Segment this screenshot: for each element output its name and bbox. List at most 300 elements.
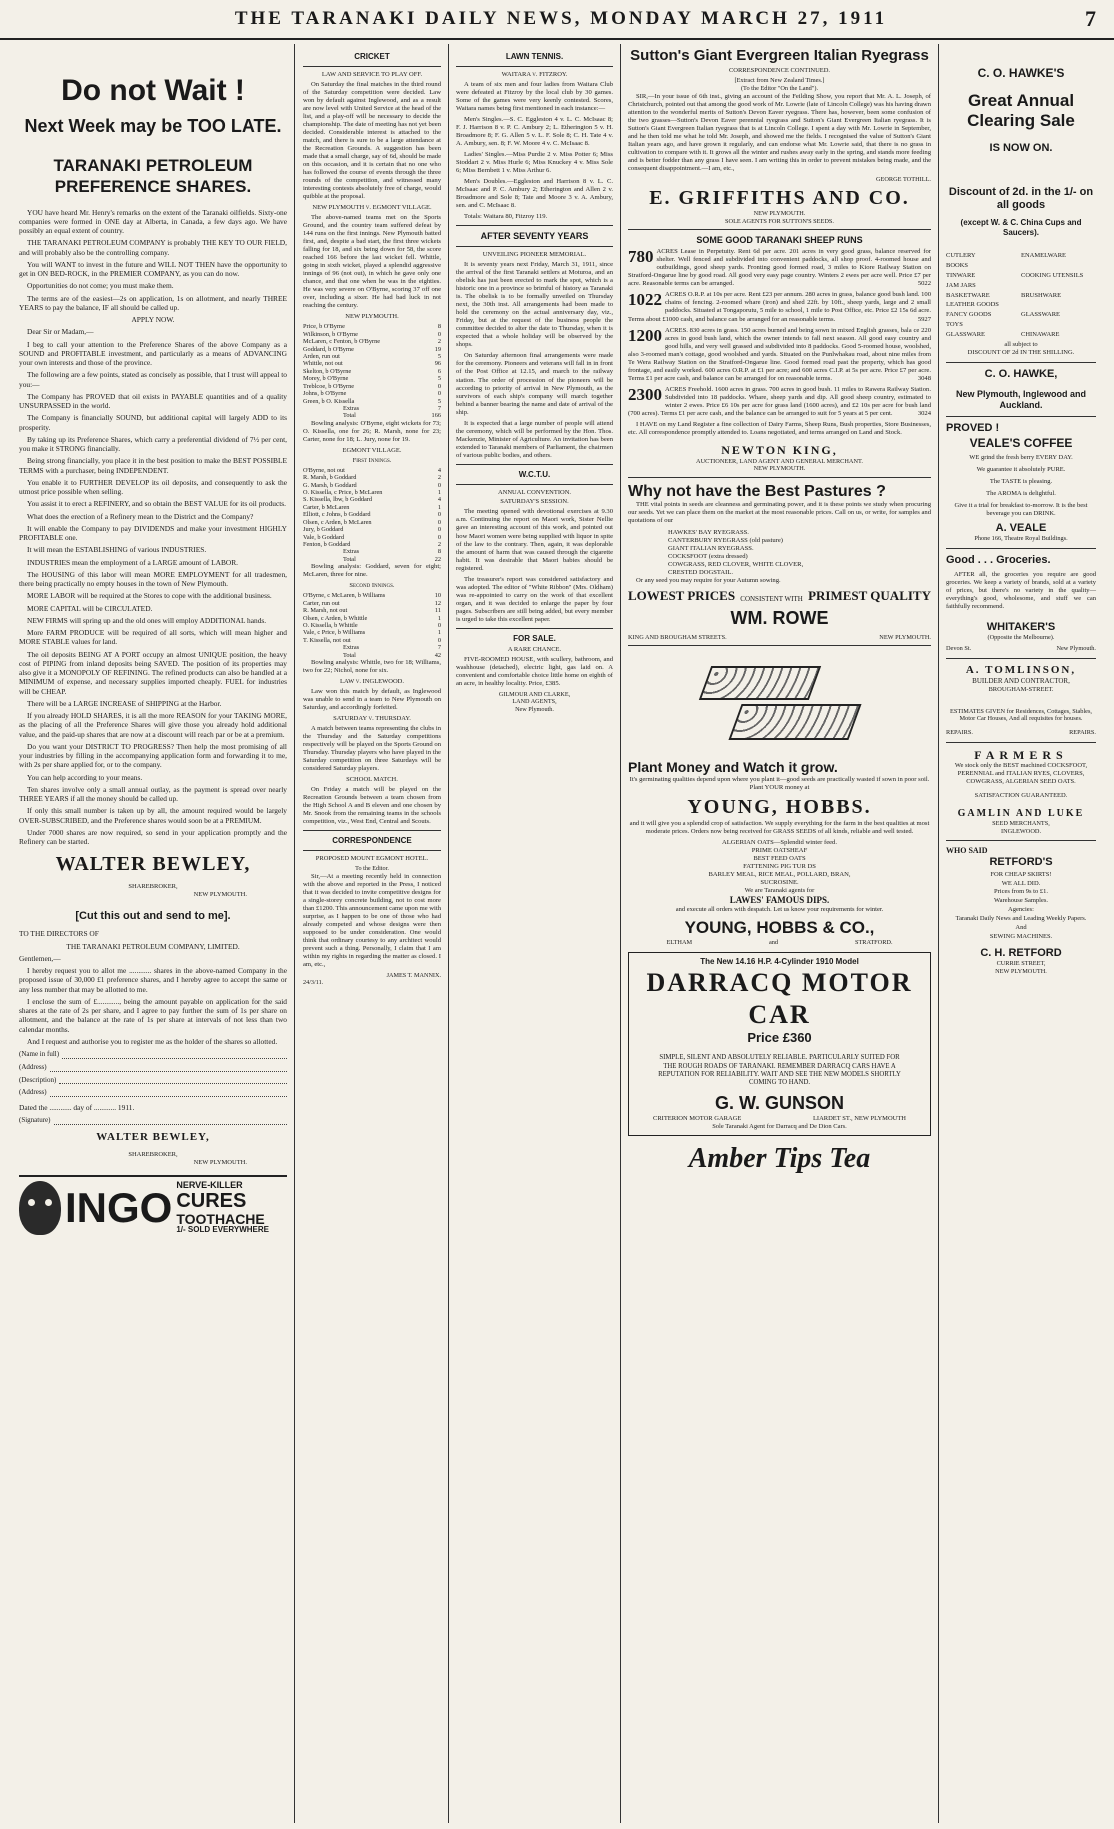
retford-lines (946, 871, 1096, 941)
scorecard-egmont-village (303, 467, 441, 563)
totals: Totals: Waitara 80, Fitzroy 119. (464, 213, 548, 221)
runs: 0 (437, 636, 441, 644)
runs: 0 (437, 481, 441, 489)
plant-items (628, 839, 931, 887)
scorecard-row (303, 375, 441, 382)
tomlinson-repairs: REPAIRS. (946, 728, 973, 736)
column-rule (448, 44, 449, 1823)
form-field-address-2[interactable]: (Address) (19, 1088, 287, 1097)
runs: 0 (437, 382, 441, 390)
batsman: Total (343, 555, 356, 563)
ingo-tagline (176, 1181, 269, 1235)
gunson-garage: CRITERION MOTOR GARAGE (653, 1115, 742, 1123)
form-field-description[interactable]: (Description) (19, 1076, 287, 1085)
section-correspondence: CORRESPONDENCE (332, 836, 412, 846)
form-paragraph: I hereby request you to allot me ............ shares in the above-named Company in the proposed issue of 30,000 £1 preference shares, and I hereby agree to accept the same or any less number that may be allotted to me. (19, 966, 287, 994)
hawke-item: ENAMELWARE (1021, 251, 1067, 259)
gamlin-sub: SEED MERCHANTS, (992, 820, 1050, 828)
sub-heading: UNVEILING PIONEER MEMORIAL. (482, 251, 587, 259)
body-paragraph: You enable it to FURTHER DEVELOP its oil deposits, and consequently to ask the utmost price possible when selling. (19, 477, 287, 496)
produce-item: FATTENING PIG TUR DS (743, 862, 816, 870)
scorecard-row (303, 526, 441, 533)
scorecard-row (303, 383, 441, 390)
batsman: McLaren, c Fenton, b O'Byrne (303, 338, 381, 346)
batsman: Arden, run out (303, 353, 340, 361)
letter-text: Sir,—At a meeting recently held in connection with the above and reported in the Press, I noticed that it was decided to invite competitive designs for a single-storey concrete building, not to cost more than £1200. This announcement came upon me with surprise, as I happen to be one of those who had already competed and whose designs were then supposed to be under consideration. One would think that ordinary courtesy to any architect would prevent such a thing. Personally, I claim that I am within my rights in regarding the matter as closed. I am, etc., (303, 872, 441, 968)
runs: 96 (434, 360, 441, 368)
newton-place: NEW PLYMOUTH. (753, 465, 806, 473)
retford-line: SEWING MACHINES. (989, 933, 1053, 941)
batsman: O. Kissella, b Whittle (303, 621, 358, 629)
scorecard-row (303, 331, 441, 338)
batsman: R. Marsh, not out (303, 607, 348, 615)
retford-title: RETFORD'S (989, 856, 1053, 869)
pastures-after: Or any seed you may require for your Autumn sowing. (636, 576, 781, 584)
body-paragraph: Dear Sir or Madam,— (27, 327, 94, 337)
darracq-title: DARRACQ MOTOR CAR (646, 967, 913, 1029)
tomlinson-street: BROUGHAM-STREET. (988, 685, 1054, 693)
plant-text: It's germinating qualities depend upon where you plant it—good seeds are practically wasted if sown in poor soil. Plant YOUR money at (629, 776, 930, 792)
seed-item: COWGRASS, RED CLOVER, WHITE CLOVER, (668, 560, 804, 568)
scorecard-row (303, 541, 441, 548)
veale-line: We guarantee it absolutely PURE. (976, 466, 1066, 474)
agent-place: New Plymouth. (515, 705, 554, 713)
column-seed-ads (623, 44, 936, 1823)
primest-quality: PRIMEST QUALITY (808, 587, 931, 603)
body-paragraph: The terms are of the easiest—2s on application, 1s on allotment, and nearly THREE YEARS to pay the balance, IF all should be called up. (19, 293, 287, 312)
face-illustration-icon (19, 1181, 61, 1235)
runs: 7 (437, 644, 441, 652)
hawke-item: BASKETWARE (946, 291, 990, 299)
runs: 1 (437, 489, 441, 497)
article-text: Men's Doubles.—Eggleston and Harrison 8 v. L. C. McIsaac and P. C. Ambury 2; Etherington and Allen 2 v. Broadmore and Sole 8; Tate and Moore 3 v. A. Ambury, sen. and C. McIsaac 8. (456, 178, 613, 210)
body-paragraph: It will mean the ESTABLISHING of various INDUSTRIES. (27, 545, 207, 555)
runs: 0 (437, 390, 441, 398)
hawke-item: CHINAWARE (1021, 331, 1060, 339)
batsman: O'Byrne, c McLaren, b Williams (303, 592, 386, 600)
whitaker-sub: (Opposite the Melbourne). (987, 634, 1055, 642)
runs: 5 (437, 353, 441, 361)
scorecard-egmont-village-2 (303, 592, 441, 659)
form-paragraph: I enclose the sum of £............, being the amount payable on application for the said shares at the rate of 2s per share, and I agree to pay further the sum of 1s per share on allotment, and the balance at the rate of 1s per share at intervals of not less than two calendar months. (19, 996, 287, 1034)
article-text: Men's Singles.—S. C. Eggleston 4 v. L. C. McIsaac 8; F. J. Harrison 8 v. P. C. Ambury 2; L. Etherington 5 v. H. Broadmore 8; F. G. Allen 5 v. L. F. Sole 8; C. H. Tate 4 v. A. Ambury, sen. 8; F. W. Moore 4 v. C. McIsaac 8. (456, 115, 613, 147)
scorecard-row (303, 323, 441, 330)
team-heading: EGMONT VILLAGE. (342, 446, 402, 454)
body-paragraph: What does the erection of a Refinery mean to the District and the Company? (27, 511, 254, 521)
hawke-places: New Plymouth, Inglewood and Auckland. (955, 389, 1086, 411)
run-reference: 3048 (917, 374, 931, 382)
headline-preference-shares: TARANAKI PETROLEUM PREFERENCE SHARES. (53, 156, 253, 197)
body-paragraph: I beg to call your attention to the Preference Shares of the above Company as a SOUND and PROFITABLE investment, and particularly as a means of ADVANCING your own interests and those of the province. (19, 339, 287, 367)
scorecard-new-plymouth (303, 323, 441, 419)
retford-name: C. H. RETFORD (980, 946, 1062, 959)
lawes-dips: LAWES' FAMOUS DIPS. (729, 894, 830, 905)
tomlinson-ad (946, 659, 1096, 743)
runs: 2 (437, 338, 441, 346)
batsman: T. Kissella, not out (303, 636, 351, 644)
scorecard-row (303, 360, 441, 367)
whitaker-street: Devon St. (946, 645, 972, 653)
match-heading: WAITARA v. FITZROY. (501, 70, 568, 78)
groceries-title: Good . . . Groceries. (946, 553, 1051, 566)
body-paragraph: If you already HOLD SHARES, it is all the more REASON for your TAKING MORE, as the placing of all the Preference Shares will give those you already hold additional value, and the paid-up shares that are now at a discount will reach par or be at a premium. (19, 711, 287, 739)
seed-tray-illustration (628, 650, 931, 755)
veale-coffee: VEALE'S COFFEE (969, 435, 1073, 450)
batsman: Skelton, b O'Byrne (303, 367, 352, 375)
body-paragraph: It will enable the Company to pay DIVIDENDS and make your investment HIGHLY PROFITABLE one. (19, 523, 287, 542)
scorecard-row (303, 607, 441, 614)
body-paragraph: Ten shares involve only a small annual outlay, as the payment is spread over nearly THREE YEARS if all the money should be called up. (19, 784, 287, 803)
sub-heading: ANNUAL CONVENTION. (497, 488, 572, 496)
runs: 7 (437, 405, 441, 412)
scorecard-row (303, 474, 441, 481)
scorecard-row (303, 467, 441, 474)
scorecard-row (303, 482, 441, 489)
griffiths-agents: SOLE AGENTS FOR SUTTON'S SEEDS. (725, 217, 834, 225)
batsman: Extras (343, 548, 360, 556)
darracq-model: The New 14.16 H.P. 4-Cylinder 1910 Model (700, 957, 859, 967)
scorecard-row (303, 637, 441, 644)
hawke-item: GLASSWARE (1021, 311, 1061, 319)
body-paragraph: MORE LABOR will be required at the Stores to cope with the additional business. (27, 591, 272, 601)
hawke-item: COOKING UTENSILS (1021, 271, 1084, 279)
retford-line: Prices from 9s to £1. (994, 888, 1048, 896)
body-paragraph: Under 7000 shares are now required, so send in your application promptly and the Refinery can be started. (19, 827, 287, 846)
ingo-sold: SOLD EVERYWHERE (187, 1225, 269, 1235)
form-paragraph: And I request and authorise you to register me as the holder of the shares so allotted. (27, 1036, 278, 1046)
hawke-item (1021, 301, 1096, 309)
scorecard-row (303, 534, 441, 541)
run-reference: 5927 (917, 315, 931, 323)
scorecard-row (303, 592, 441, 599)
runs: 2 (437, 474, 441, 482)
scorecard-row (303, 511, 441, 518)
hawke-sale-title: Great Annual Clearing Sale (967, 90, 1075, 131)
body-paragraph: YOU have heard Mr. Henry's remarks on the extent of the Taranaki oilfields. Sixty-one companies were formed in ONE day at Alberta, in Canada, a few days ago. We have possibly an equal extent of country. (19, 207, 287, 235)
runs: 22 (434, 555, 441, 563)
veale-ad (946, 417, 1096, 549)
scorecard-row (303, 629, 441, 636)
batsman: Vale, c Price, b Williams (303, 629, 366, 637)
darracq-ad (628, 952, 931, 1136)
scorecard-row (303, 489, 441, 496)
produce-item: BEST FEED OATS (753, 854, 806, 862)
scorecard-row (303, 496, 441, 503)
article-text: The above-named teams met on the Sports Ground, and the country team suffered defeat by 144 runs on the first innings. New Plymouth batted first, and, despite a bad start, the first three wickets falling for 18, and six being down for 58, the score reached 166 before the last wicket fell. Whittle, going in sixth wicket, played a splendid aggressive innings of 96 (not out), in which he gave only one chance, and that one when he was in the eighties. He was very severe on O'Byrne, scoring 37 off one over, including a sixer. He had bad luck in not reaching the century. (303, 214, 441, 310)
scorecard-row (303, 353, 441, 360)
column-tennis (451, 44, 618, 1823)
signature-title-2: SHAREBROKER, (128, 1150, 178, 1158)
batsman: O'Byrne, not out (303, 466, 345, 474)
agent-name: GILMOUR AND CLARKE, (498, 690, 571, 698)
wm-rowe: WM. ROWE (730, 607, 829, 628)
sutton-letter: SIR,—In your issue of 6th inst., giving an account of the Feilding Show, you report that Mr. A. L. Joseph, of Christchurch, pointed out that among the good work of Mr. Lowrie (late of Lincoln College) was his having drawn attention to the wonderful merits of Sutton's Devon Eaver ryegrass. There has, however, been some confusion of the two grasses—Sutton's Devon Eaver perennial ryegrass and Sutton's Giant Evergreen Italian ryegrass. It is Sutton's Giant Evergreen Italian ryegrass that is at Lincoln College. I spent a day with Mr. Lowrie in September, and he then told me what he told Mr. Joseph, and showed me the fields. I recognised the value of Sutton's Giant Italian years ago, and have grown it regularly, and can endorse what Mr. Lowrie said, that there is no grass in cultivation to compare with it. It grows all the winter and rushes away early in the spring, and stands more feeding and is better fodder than any grass I have seen. I am writing this in order to prevent mistakes being made, and the consequent disappointment.—I am, etc., (628, 92, 931, 172)
gamlin-ad (946, 743, 1096, 842)
match-heading: SATURDAY v. THURSDAY. (333, 715, 411, 723)
hawke-item: LEATHER GOODS (946, 301, 999, 309)
letter-date: 24/3/11. (303, 979, 324, 987)
article-text: It is seventy years next Friday, March 31, 1911, since the arrival of the first Taranaki settlers at Moturoa, and an obelisk has just been erected to mark the spot, which is a historic one in a province so brimful of history as Taranaki is. The obelisk is to be formally unveiled on Thursday next, the 30th inst. All arrangements had been made to hold the ceremony on the actual anniversary day, viz., Friday, but at the request of the business people the committee decided to alter the date to Thursday, when it is expected that a whole holiday will be observed by the shops. (456, 261, 613, 349)
form-dated: Dated the ............ day of ............ 1911. (19, 1103, 135, 1112)
scorecard-row (303, 622, 441, 629)
pastures-items (628, 529, 931, 577)
batsman: Carter, run out (303, 599, 340, 607)
whitaker-city: New Plymouth. (1056, 645, 1096, 653)
tomlinson-trade: BUILDER AND CONTRACTOR, (972, 677, 1070, 686)
body-paragraph: The oil deposits BEING AT A PORT occupy an almost UNIQUE position, the heavy cost of PIPING from inland deposits being SAVED. The position of its properties may also give it a MONOPOLY OF REFINING. The refined products can also be handled at a MINIMUM of expense, and necessary supplies imported cheaply. FUEL for industries will be CHEAP. (19, 649, 287, 696)
sutton-extract: [Extract from New Zealand Times.] (734, 77, 825, 85)
run-acreage: 1022 (628, 290, 662, 310)
page-number: 7 (1085, 6, 1096, 31)
scorecard-row (303, 390, 441, 397)
signature-place: NEW PLYMOUTH. (193, 891, 247, 899)
body-paragraph: Being strong financially, you place it in the best position to make the BEST POSSIBLE TERMS with a purchaser, being INDEPENDENT. (19, 456, 287, 475)
ingo-advertisement (19, 1175, 287, 1235)
batsman: Johns, b O'Byrne (303, 390, 347, 398)
runs: 1 (437, 614, 441, 622)
form-field-address[interactable]: (Address) (19, 1063, 287, 1072)
runs: 0 (437, 533, 441, 541)
rowe-address: KING AND BROUGHAM STREETS. (628, 633, 727, 641)
ingo-toothache: TOOTHACHE (176, 1210, 265, 1227)
plant-text-2: and it will give you a splendid crop of satisfaction. We supply everything for the farm in the best qualities at most moderate prices. Orders now being received for GRASS SEEDS of all kinds, reliable and well tested. (629, 819, 930, 835)
section-cricket: CRICKET (354, 52, 390, 61)
darracq-text: SIMPLE, SILENT AND ABSOLUTELY RELIABLE. PARTICULARLY SUITED FOR THE ROUGH ROADS OF TARANAKI. REMEMBER DARRACQ CARS HAVE A REPUTATION FOR RELIABILITY. WAIT AND SEE THE NEW MODELS SHORTLY COMING TO HAND. (658, 1054, 901, 1087)
ingo-brand: INGO (65, 1184, 173, 1231)
amber-tips-tea: Amber Tips Tea (688, 1143, 871, 1175)
hawke-item-list (946, 252, 1096, 339)
seed-item: CRESTED DOGSTAIL. (668, 568, 734, 576)
article-text: The meeting opened with devotional exercises at 9.30 a.m. Continuing the report on Maori work, Sister Nellie gave an interesting account of this work, and pointed out how Maori women were being supplied with liquor in spite of the law to the contrary. Then, again, it was deplorable the amount of harm that was caused through the cigarette habit. It was desirable that Maori babies should be registered. (456, 508, 613, 572)
proved: PROVED ! (946, 422, 1000, 435)
hawke-item (1021, 321, 1096, 329)
runs: 0 (437, 526, 441, 534)
batsman: Total (343, 412, 356, 420)
match-heading: LAW AND SERVICE TO PLAY OFF. (321, 70, 423, 78)
batsman: Morey, b O'Byrne (303, 375, 349, 383)
scorecard-row (303, 644, 441, 651)
scorecard-row (303, 346, 441, 353)
young-and: and (768, 938, 779, 946)
body-paragraph: The HOUSING of this labor will mean MORE EMPLOYMENT for all tradesmen, there being practically no empty houses in the town of New Plymouth. (19, 569, 287, 588)
run-reference: 3024 (917, 409, 931, 417)
article-text: Law won this match by default, as Inglewood was unable to send in a team to New Plymouth on Saturday, and accordingly forfeited. (303, 688, 441, 712)
batsman: Jury, b Goddard (303, 526, 344, 534)
seed-tray-icon (695, 658, 865, 748)
veale-lines (946, 454, 1096, 518)
young-eltham: ELTHAM (666, 938, 693, 946)
runs: 8 (437, 323, 441, 331)
tomlinson-repairs-2: REPAIRS. (1069, 728, 1096, 736)
body-paragraph: By taking up its Preference Shares, which carry a preferential dividend of 7½ per cent, you make it STRONG financially. (19, 434, 287, 453)
runs: 0 (437, 511, 441, 519)
scorecard-row (303, 368, 441, 375)
runs: 1 (437, 629, 441, 637)
retford-line: FOR CHEAP SKIRTS! (990, 870, 1052, 878)
headline-do-not-wait: Do not Wait ! (61, 74, 245, 107)
runs: 11 (434, 607, 441, 615)
whitaker-name: WHITAKER'S (986, 620, 1056, 633)
retford-line: And (1015, 924, 1027, 932)
body-paragraph: Do you want your DISTRICT TO PROGRESS? Then help the most promising of all your industries by filling in the accompanying application form and forwarding it to me, with 2s per share applied for, or to the company. (19, 741, 287, 770)
run-acreage: 780 (628, 247, 654, 267)
lawes-pre: We are Taranaki agents for (744, 887, 815, 894)
farmers-title: FARMERS (974, 747, 1068, 762)
sutton-title: Sutton's Giant Evergreen Italian Ryegrass (630, 47, 929, 64)
column-rule (938, 44, 939, 1823)
article-text: The treasurer's report was considered satisfactory and was adopted. The editor of "White Ribbon" (Mrs. Oldham) was re-appointed to carry on the work of that excellent organ, and it was decided to enlarge the paper by four pages. Subscribers are still being added, but every member is urged to take this excellent paper. (456, 575, 613, 623)
hawke-now-on: IS NOW ON. (989, 142, 1053, 155)
article-text: On Saturday the final matches in the third round of the Saturday competition were decided. Law won by default against Inglewood, and as a result are now level with United Service at the head of the list, and a play-off will be necessary to decide the championship. The date of meeting has not yet been decided. Considerable interest is attached to the match, and there is sure to be a large attendance at the Recreation Grounds. A suggestion has been made that a small charge, say of 6d, should be made on this occasion, and it is certain that no one who has followed the course of events through the three rounds of the competition, and witnessed many interesting contests absolutely free of charge, would quibble at the proposal. (303, 80, 441, 201)
retford-ad (946, 841, 1096, 980)
body-paragraph: The Company has PROVED that oil exists in PAYABLE quantities and of a quality UNSURPASSED in the world. (19, 391, 287, 410)
batsman: Olsen, c Arden, b McLaren (303, 518, 372, 526)
runs: 12 (434, 599, 441, 607)
batsman: G. Marsh, b Goddard (303, 481, 357, 489)
runs: 6 (437, 367, 441, 375)
form-company: THE TARANAKI PETROLEUM COMPANY, LIMITED. (66, 941, 240, 951)
hawke-item: JAM JARS (946, 281, 976, 289)
batsman: Fenton, b Goddard (303, 541, 351, 548)
column-petroleum-ad (14, 44, 292, 1823)
petroleum-body (19, 208, 287, 847)
runs: 4 (437, 496, 441, 504)
scorecard-row (303, 405, 441, 412)
retford-line: WE ALL DID. (1001, 879, 1041, 887)
veale-address: Phone 166, Theatre Royal Buildings. (974, 535, 1068, 543)
sub-heading: SATURDAY'S SESSION. (500, 498, 569, 506)
gunson-street: LIARDET ST., NEW PLYMOUTH (812, 1115, 906, 1123)
application-form (19, 929, 287, 1125)
produce-item: ALGERIAN OATS—Splendid winter feed. (721, 838, 837, 846)
letter-to-editor: To the Editor. (355, 864, 389, 872)
ingo-price: 1/- (176, 1225, 186, 1235)
batsman: Extras (343, 644, 360, 652)
hawke-2-name: C. O. HAWKE, (984, 367, 1058, 380)
sheep-run-listing (628, 386, 931, 418)
batsman: Goddard, b O'Byrne (303, 345, 354, 353)
scorecard-row (303, 615, 441, 622)
body-paragraph: You can help according to your means. (27, 772, 143, 782)
hawke-discount: Discount of 2d. in the 1/- on all goods (948, 185, 1094, 211)
article-text: It is expected that a large number of people will attend the ceremony, which will be performed by the Hon. Thos. Mackenzie, Minister of Agriculture. An invitation has been extended to Taranaki members of Parliament, the chairmen of various public bodies, and others. (456, 419, 613, 459)
retford-city: NEW PLYMOUTH. (995, 968, 1047, 976)
run-description: ACRES O.R.P. at 10s per acre. Rent £23 per annum. 280 acres in grass, balance good bush land. 100 chains of fencing. 2-roomed whare (iron) and shed 22ft. by 10ft., sheep yards, large and 2 small paddocks. Situated at Tongaporutu, 5 mile to school, 1 mile to Post Office, etc. Price £2 15s 6d acre. Terms about £1000 cash, and balance can be arranged for an reasonable terms. (628, 291, 931, 323)
runs: 2 (437, 541, 441, 548)
innings-heading: Second Innings. (349, 582, 395, 590)
runs: 0 (437, 621, 441, 629)
lowest-prices: LOWEST PRICES (628, 587, 736, 603)
retford-line: Warehouse Samples. (994, 897, 1048, 905)
run-reference: 5022 (917, 280, 931, 288)
batsman: Treblcoe, b O'Byrne (303, 382, 355, 390)
batsman: Extras (343, 405, 360, 412)
farmers-text: We stock only the BEST machined COCKSFOOT, PERENNIAL and ITALIAN RYES, CLOVERS, COWGRASS, ALGERIAN SEED OATS. (954, 762, 1088, 786)
batsman: Carter, b McLaren (303, 503, 350, 511)
bowling-analysis: Bowling analysis: Whittle, two for 18; Williams, two for 22; Nichol, none for six. (303, 659, 441, 675)
veale-line: The AROMA is delightful. (986, 490, 1056, 498)
form-field-name[interactable]: (Name in full) (19, 1050, 287, 1059)
run-acreage: 1200 (628, 325, 662, 345)
body-paragraph: The Company is financially SOUND, but additional capital will largely ADD to its prosperity. (19, 413, 287, 432)
scorecard-row (303, 652, 441, 659)
agent-title: LAND AGENTS, (512, 698, 557, 706)
runs: 166 (431, 412, 441, 420)
young-hobbs: YOUNG, HOBBS. (687, 796, 872, 819)
griffiths-name: E. GRIFFITHS AND CO. (649, 186, 910, 209)
hawke-branches-ad (946, 363, 1096, 417)
team-heading: NEW PLYMOUTH. (345, 313, 399, 321)
gunson-agent: Sole Taranaki Agent for Darracq and De Dion Cars. (712, 1123, 847, 1131)
hawke-item: BOOKS (946, 261, 969, 269)
headline-for-sale: FOR SALE. (513, 633, 556, 643)
runs: 19 (434, 345, 441, 353)
hawke-discount-2: DISCOUNT OF 2d IN THE SHILLING. (967, 349, 1075, 357)
sheep-run-listing (628, 291, 931, 323)
sutton-to-editor: (To the Editor "On the Land"). (740, 84, 819, 92)
retford-line: Agencies: (1008, 906, 1034, 914)
sheep-runs-list (628, 248, 931, 418)
batsman: R. Marsh, b Goddard (303, 474, 357, 482)
apply-now: APPLY NOW. (131, 315, 175, 324)
body-paragraph: THE TARANAKI PETROLEUM COMPANY is probably THE KEY TO OUR FIELD, and will probably also be the controlling company. (19, 238, 287, 257)
run-description: ACRES Lease in Perpetuity. Rent 6d per acre. 201 acres in very good grass, balance reserved for shelter. Well fenced and subdivided into convenient paddocks, all shop proof. 4-roomed house and outbuildings, good sheep yards. Fronting good formed road, 3 miles to Kiore Railway Station on Stratford-Ongarue line by good road. All good very easy page country. Winters 2 ewes per acre well. Price £7 per acre. Reasonable terms can be arranged. (628, 248, 931, 288)
gamlin-city: INGLEWOOD. (1000, 827, 1042, 835)
retford-line: Taranaki Daily News and Leading Weekly Papers. (955, 915, 1087, 923)
groceries-text: AFTER all, the groceries you require are good groceries. We keep a variety of brands, sold at a variety of prices, but there's no variety in the quality—everything's good, wholesome, and stuff we can faithfully recommend. (946, 571, 1096, 611)
veale-line: The TASTE is pleasing. (989, 478, 1053, 486)
scorecard-row (303, 600, 441, 607)
batsman: S. Kissella, lbw, b Goddard (303, 496, 373, 504)
batsman: Whittle, not out (303, 360, 343, 368)
newton-title: AUCTIONEER, LAND AGENT AND GENERAL MERCHANT. (696, 457, 863, 465)
consistent-with: CONSISTENT WITH (740, 595, 803, 604)
runs: 5 (437, 375, 441, 383)
column-rule (620, 44, 621, 1823)
body-paragraph: The following are a few points, stated as concisely as possible, that I trust will appeal to you:— (19, 370, 287, 389)
letter-signature: JAMES T. MANNIX. (386, 971, 441, 979)
darracq-price: Price £360 (747, 1030, 812, 1046)
batsman: Vale, b Goddard (303, 533, 345, 541)
gunson-name: G. W. GUNSON (714, 1093, 844, 1114)
seed-item: HAWKES' BAY RYEGRASS. (668, 528, 749, 536)
produce-item: SUCROSINE. (760, 878, 799, 886)
runs: 0 (437, 518, 441, 526)
plant-money-title: Plant Money and Watch it grow. (628, 759, 838, 776)
letter-heading: PROPOSED MOUNT EGMONT HOTEL. (315, 855, 429, 863)
veale-line: WE grind the fresh berry EVERY DAY. (969, 454, 1073, 462)
body-paragraph: NEW FIRMS will spring up and the old ones will employ ADDITIONAL hands. (27, 615, 267, 625)
produce-item: BARLEY MEAL, RICE MEAL, POLLARD, BRAN, (708, 870, 851, 878)
body-paragraph: You will WANT to invest in the future and WILL NOT THEN have the opportunity to get in ON BED-ROCK, in the PREMIER COMPANY, as you can do now. (19, 259, 287, 278)
young-stratford: STRATFORD. (854, 938, 893, 946)
masthead (0, 0, 1114, 40)
column-cricket (298, 44, 446, 1823)
form-field-signature[interactable]: (Signature) (19, 1116, 287, 1125)
headline-wctu: W.C.T.U. (518, 469, 551, 479)
hawke-subject: all subject to (1004, 341, 1038, 349)
body-paragraph: If only this small number is taken up by all, the amount required would be largely OVER-SUBSCRIBED, and the Preference shares would soon be at a PREMIUM. (19, 806, 287, 825)
seed-item: GIANT ITALIAN RYEGRASS. (668, 544, 754, 552)
bowling-analysis: Bowling analysis: Goddard, seven for eight; McLaren, three for nine. (303, 563, 441, 579)
cut-out-label: [Cut this out and send to me]. (75, 909, 231, 922)
veale-name: A. VEALE (995, 521, 1047, 534)
runs: 0 (437, 330, 441, 338)
body-paragraph: Opportunities do not come; you must make them. (27, 281, 174, 291)
who-said: WHO SAID (946, 846, 988, 856)
hawke-item: GLASSWARE (946, 331, 986, 339)
runs: 5 (437, 397, 441, 405)
